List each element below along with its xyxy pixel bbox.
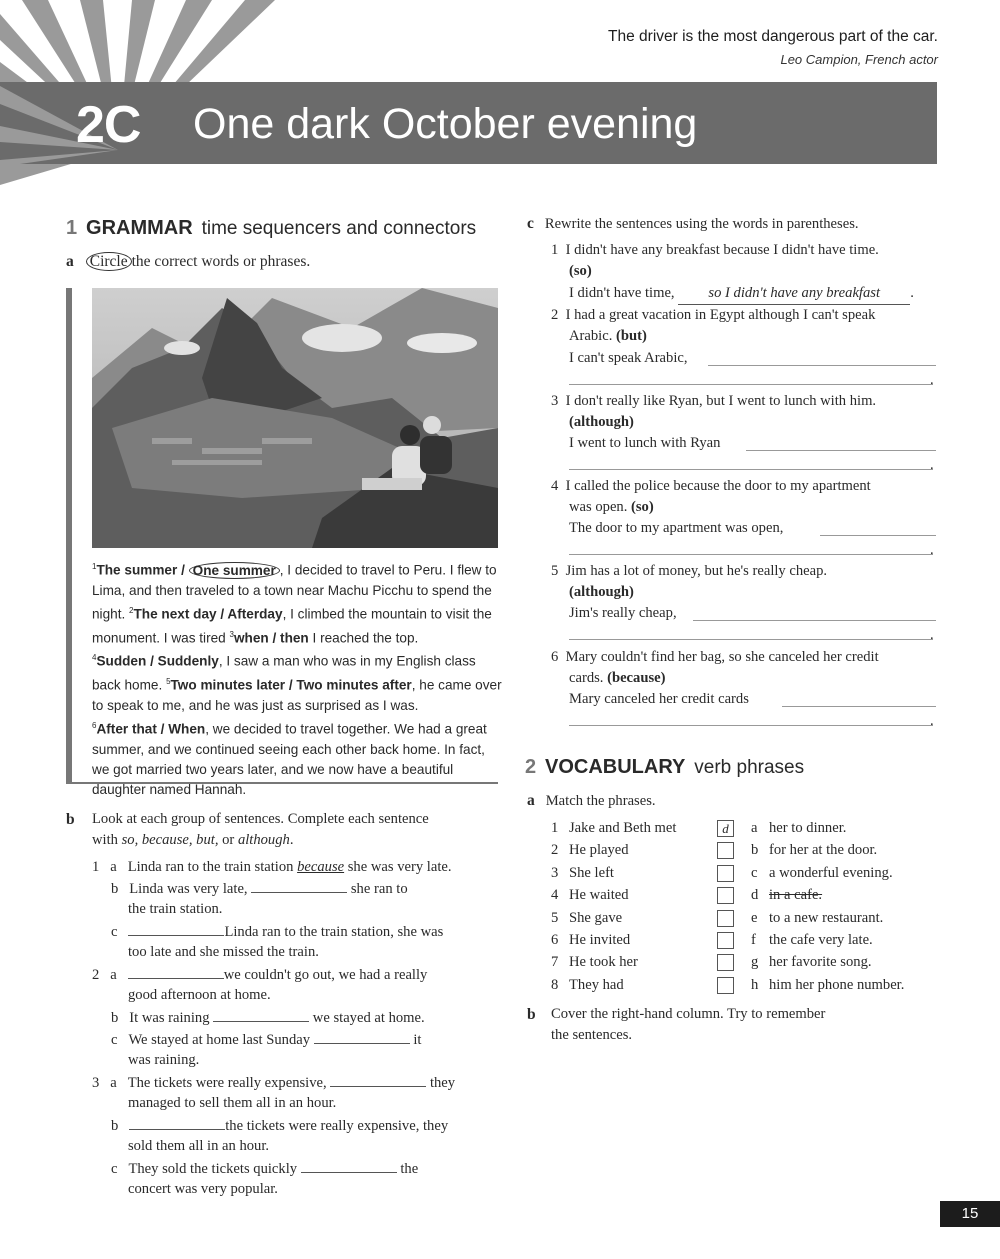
sentence-end: . xyxy=(910,285,914,301)
exercise-line xyxy=(111,1007,425,1029)
answer-blank[interactable] xyxy=(330,1072,426,1087)
instruction-line: Look at each group of sentences. Complete each sentence xyxy=(92,811,429,827)
answer-line-4b[interactable] xyxy=(569,554,933,555)
match-left-number: 4 xyxy=(551,887,559,904)
match-left-text: She gave xyxy=(569,909,623,926)
item-number: 6 xyxy=(551,649,559,665)
sentence-text: I called the police because the door to my apartment xyxy=(565,478,871,494)
sentence-text: was raining. xyxy=(128,1052,200,1068)
item-letter: a xyxy=(110,859,117,875)
match-left-text: He invited xyxy=(569,932,631,948)
hint-word: (so) xyxy=(631,499,654,515)
item-number: 3 xyxy=(551,393,559,409)
match-left-text: He waited xyxy=(569,887,629,904)
connector-word: although xyxy=(237,832,290,848)
story-sentence: , I saw a man who was in my English class back home. xyxy=(92,653,476,693)
period: . xyxy=(930,713,934,729)
match-answer-box[interactable] xyxy=(717,865,734,882)
sentence-text: we stayed at home. xyxy=(309,1010,425,1026)
item-letter: b xyxy=(527,1006,536,1023)
match-right-letter: c xyxy=(751,864,758,881)
sentence-start: I didn't have time, xyxy=(569,285,679,301)
answer-line-3a[interactable] xyxy=(746,450,936,451)
gap-number: 1 xyxy=(92,562,97,571)
sentence-text: we couldn't go out, we had a really xyxy=(223,967,428,983)
match-left-number: 5 xyxy=(551,909,559,926)
gap-number: 6 xyxy=(92,721,97,731)
answer-line-3b[interactable] xyxy=(569,469,933,470)
answer-blank[interactable] xyxy=(314,1029,410,1044)
story-frame-bar xyxy=(66,288,72,784)
section1-a-instruction xyxy=(66,253,310,271)
match-answer-box[interactable] xyxy=(717,954,734,971)
match-left-number: 6 xyxy=(551,932,559,948)
sentence-text: Linda was very late, xyxy=(129,881,252,897)
match-answer-box[interactable] xyxy=(717,887,734,904)
period: . xyxy=(930,627,934,643)
answer-blank[interactable] xyxy=(301,1158,397,1173)
item-line xyxy=(551,647,879,668)
exercise-line xyxy=(92,1072,455,1094)
sentence-text: good afternoon at home. xyxy=(128,987,271,1003)
hint-word: (although) xyxy=(569,414,634,430)
sentence-text: the tickets were really expensive, they xyxy=(225,1118,449,1134)
hint-word: (because) xyxy=(607,670,666,686)
group-number: 3 xyxy=(92,1075,100,1091)
match-answer-box[interactable] xyxy=(717,977,734,994)
quote-text: The driver is the most dangerous part of the car. xyxy=(608,28,938,45)
connector-words: so, because, but, xyxy=(121,832,219,848)
item-letter: b xyxy=(111,881,119,897)
answer-example: because xyxy=(297,859,345,875)
option-pair[interactable]: The next day / Afterday xyxy=(133,606,283,622)
instruction-text: . xyxy=(289,832,294,848)
match-left-text: Jake and Beth met xyxy=(569,820,677,836)
answer-blank[interactable] xyxy=(213,1007,309,1022)
item-line xyxy=(569,497,654,518)
match-left-number: 3 xyxy=(551,864,559,881)
sentence-text: the train station. xyxy=(128,901,223,917)
match-left-text: They had xyxy=(569,976,624,993)
item-line xyxy=(569,668,665,689)
sentence-text: The tickets were really expensive, xyxy=(127,1075,331,1091)
sentence-text: sold them all in an hour. xyxy=(128,1138,270,1154)
item-letter: a xyxy=(66,253,74,270)
item-letter: b xyxy=(66,811,75,828)
exercise-line xyxy=(92,964,427,986)
option-pair[interactable]: Sudden / Suddenly xyxy=(96,653,219,669)
match-right-letter: d xyxy=(751,887,759,904)
section-name: GRAMMAR xyxy=(86,217,193,239)
sentence-text: was open. xyxy=(569,499,632,515)
answer-line-5a[interactable] xyxy=(693,620,936,621)
match-right-text: to a new restaurant. xyxy=(769,909,884,926)
gap-number: 2 xyxy=(129,605,134,615)
story-sentence: I reached the top. xyxy=(308,630,419,646)
match-answer-box[interactable]: d xyxy=(717,820,734,837)
section2-b-instruction xyxy=(527,1004,947,1043)
sentence-start: Mary canceled her credit cards xyxy=(569,691,749,707)
section1-heading xyxy=(66,217,476,240)
section2-a-instruction xyxy=(527,790,656,812)
item-letter: a xyxy=(110,967,117,983)
sentence-text: They sold the tickets quickly xyxy=(128,1161,301,1177)
item-line xyxy=(551,240,879,261)
item-line xyxy=(551,476,871,497)
option-pair[interactable]: Two minutes later / Two minutes after xyxy=(170,677,412,693)
item-number: 4 xyxy=(551,478,559,494)
exercise-line xyxy=(111,1115,448,1137)
option-pair[interactable]: when / then xyxy=(233,630,309,646)
sentence-text: they xyxy=(426,1075,456,1091)
sentence-text: Arabic. xyxy=(569,328,617,344)
answer-line-6a[interactable] xyxy=(782,706,936,707)
group-number: 2 xyxy=(92,967,100,983)
instruction-text: Rewrite the sentences using the words in parentheses. xyxy=(544,216,859,232)
story-text xyxy=(92,557,502,800)
section-subtitle: time sequencers and connectors xyxy=(201,218,477,239)
instruction-text: the correct words or phrases. xyxy=(131,253,311,270)
match-right-text: for her at the door. xyxy=(769,842,878,859)
sentence-text: too late and she missed the train. xyxy=(128,944,319,960)
period: . xyxy=(930,457,934,473)
match-left-text: She left xyxy=(569,864,614,881)
item-number: 2 xyxy=(551,307,559,323)
sentence-text: concert was very popular. xyxy=(128,1181,278,1197)
page-number: 15 xyxy=(940,1201,1000,1227)
gap-number: 5 xyxy=(166,677,171,687)
sentence-text: she was very late. xyxy=(344,859,452,875)
story-sentence: , he came over to speak to me, and he was just as surprised as I was. xyxy=(92,677,502,713)
item-number: 1 xyxy=(551,242,559,258)
section2-heading xyxy=(525,756,804,779)
answer-line-2b[interactable] xyxy=(569,384,933,385)
answer-blank[interactable] xyxy=(251,878,347,893)
answer-line-4a[interactable] xyxy=(820,535,936,536)
section-number: 2 xyxy=(525,756,537,778)
sentence-text: Jim has a lot of money, but he's really cheap. xyxy=(565,563,828,579)
item-line xyxy=(551,391,876,412)
instruction-text: or xyxy=(218,832,238,848)
exercise-line xyxy=(111,921,443,943)
hint-word: (but) xyxy=(616,328,647,344)
item-line xyxy=(551,561,827,582)
lesson-title: One dark October evening xyxy=(193,100,698,148)
item-number: 5 xyxy=(551,563,559,579)
item-letter: a xyxy=(527,792,535,809)
sentence-text: Linda ran to the train station, she was xyxy=(224,924,444,940)
sentence-start: I went to lunch with Ryan xyxy=(569,435,721,451)
lesson-code: 2C xyxy=(76,96,141,154)
match-right-text: her favorite song. xyxy=(769,954,872,971)
story-sentence: , we decided to travel together. We had a great summer, and we continued seeing each other back home. In fact, we got married two years later, and we now have a beautiful daughter named Hannah. xyxy=(92,721,487,798)
item-letter: c xyxy=(111,1161,118,1177)
period: . xyxy=(930,542,934,558)
match-right-letter: g xyxy=(751,954,759,971)
match-right-text: in a cafe. xyxy=(769,887,823,904)
answer-example: so I didn't have any breakfast xyxy=(678,283,910,305)
answer-blank[interactable] xyxy=(129,1115,225,1130)
instruction-text: the sentences. xyxy=(551,1027,633,1043)
match-right-text: a wonderful evening. xyxy=(769,864,893,881)
match-answer-box[interactable] xyxy=(717,910,734,927)
match-right-letter: f xyxy=(751,932,756,948)
sentence-text: I had a great vacation in Egypt although I can't speak xyxy=(565,307,876,323)
option-separator: / xyxy=(177,562,189,578)
match-left-text: He played xyxy=(569,842,629,859)
sentence-text: Linda ran to the train station xyxy=(127,859,298,875)
instruction-text: Match the phrases. xyxy=(545,793,656,809)
quote-author: Leo Campion, French actor xyxy=(780,52,938,67)
item-line xyxy=(551,305,875,326)
match-right-text: him her phone number. xyxy=(769,976,905,993)
match-left-text: He took her xyxy=(569,954,638,971)
item-letter: b xyxy=(111,1010,119,1026)
sentence-start: I can't speak Arabic, xyxy=(569,350,688,366)
match-right-letter: b xyxy=(751,842,759,859)
match-left-number: 1 xyxy=(551,820,559,836)
match-left-number: 2 xyxy=(551,842,559,859)
story-sentence: , I climbed the mountain to visit the monument. I was tired xyxy=(92,606,492,646)
match-right-letter: h xyxy=(751,976,759,993)
item-letter: c xyxy=(111,1032,118,1048)
option-circled[interactable]: One summer xyxy=(189,562,280,579)
section-subtitle: verb phrases xyxy=(694,757,805,778)
match-right-text: the cafe very late. xyxy=(769,932,873,948)
sentence-text: I didn't have any breakfast because I didn't have time. xyxy=(565,242,879,258)
part-b-instruction xyxy=(66,809,506,848)
option[interactable]: The summer xyxy=(96,562,178,578)
instruction-text: with xyxy=(92,832,122,848)
match-answer-box[interactable] xyxy=(717,932,734,949)
instruction-text: Cover the right-hand column. Try to remember xyxy=(551,1006,826,1022)
match-answer-box[interactable] xyxy=(717,842,734,859)
match-left-number: 8 xyxy=(551,976,559,993)
section-number: 1 xyxy=(66,217,78,239)
answer-blank[interactable] xyxy=(128,921,224,936)
sentence-text: it xyxy=(409,1032,422,1048)
sentence-text: cards. xyxy=(569,670,608,686)
group-number: 1 xyxy=(92,859,100,875)
item-letter: a xyxy=(110,1075,117,1091)
exercise-line xyxy=(111,878,408,900)
hint-word: (although) xyxy=(569,584,634,600)
sentence-text: It was raining xyxy=(129,1010,214,1026)
item-letter: b xyxy=(111,1118,119,1134)
exercise-line xyxy=(111,1158,418,1180)
story-sentence: , I decided to travel to Peru. I flew to Lima, and then traveled to a town near Machu Picchu to spend the night. xyxy=(92,562,497,622)
exercise-line xyxy=(111,1029,421,1051)
gap-number: 3 xyxy=(229,629,234,639)
exercise-line xyxy=(92,857,452,878)
instruction-line xyxy=(92,830,293,851)
match-left-number: 7 xyxy=(551,954,559,971)
circle-word: Circle xyxy=(86,252,132,271)
section-name: VOCABULARY xyxy=(545,756,686,778)
gap-number: 4 xyxy=(92,653,97,663)
sentence-start: The door to my apartment was open, xyxy=(569,520,784,536)
answer-line xyxy=(569,283,914,305)
item-letter: c xyxy=(527,215,534,232)
sentence-text: the xyxy=(396,1161,419,1177)
period: . xyxy=(930,372,934,388)
sentence-text: she ran to xyxy=(347,881,408,897)
match-right-letter: a xyxy=(751,820,758,836)
item-letter: c xyxy=(111,924,118,940)
match-right-text: her to dinner. xyxy=(769,820,847,836)
machu-picchu-photo xyxy=(92,288,498,548)
answer-line-6b[interactable] xyxy=(569,725,933,726)
sentence-text: I don't really like Ryan, but I went to lunch with him. xyxy=(565,393,877,409)
answer-blank[interactable] xyxy=(128,964,224,979)
match-right-letter: e xyxy=(751,909,758,926)
sentence-text: We stayed at home last Sunday xyxy=(128,1032,314,1048)
part-c-instruction xyxy=(527,213,859,235)
sentence-start: Jim's really cheap, xyxy=(569,605,677,621)
item-line xyxy=(569,326,647,347)
option-pair[interactable]: After that / When xyxy=(96,721,206,737)
answer-line-2a[interactable] xyxy=(708,365,936,366)
answer-line-5b[interactable] xyxy=(569,639,933,640)
hint-word: (so) xyxy=(569,263,592,279)
match-table xyxy=(551,818,951,998)
sentence-text: managed to sell them all in an hour. xyxy=(128,1095,337,1111)
sentence-text: Mary couldn't find her bag, so she canceled her credit xyxy=(565,649,879,665)
